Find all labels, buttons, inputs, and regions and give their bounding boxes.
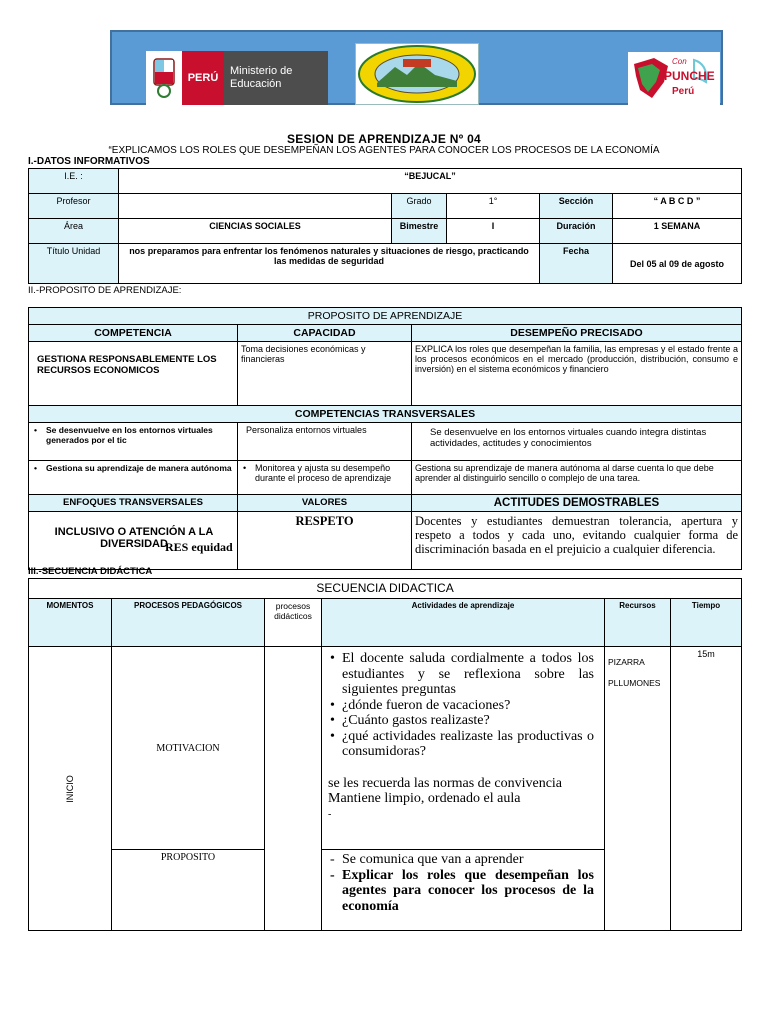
profesor-label: Profesor: [29, 194, 119, 219]
actividades-proposito-cell: [322, 850, 605, 931]
actividad-item: • ¿Cuánto gastos realizaste?: [328, 713, 594, 729]
col-valores: VALORES: [238, 495, 412, 512]
duracion-value: 1 SEMANA: [613, 219, 742, 244]
duracion-label: Duración: [540, 219, 613, 244]
col-enfoques: ENFOQUES TRANSVERSALES: [29, 495, 238, 512]
area-value: CIENCIAS SOCIALES: [119, 219, 392, 244]
actividad-item: • ¿dónde fueron de vacaciones?: [328, 698, 594, 714]
section-proposito: II.-PROPOSITO DE APRENDIZAJE:: [28, 285, 182, 296]
datos-table: [28, 168, 742, 284]
profesor-value: [119, 194, 392, 219]
secuencia-table: [28, 578, 742, 931]
recursos-cell: [605, 647, 671, 931]
t2-desempeno: Gestiona su aprendizaje de manera autónoma al darse cuenta lo que debe aprender al distinguirlo sencillo o complejo de una tarea.: [412, 461, 742, 495]
proposito-table: [28, 307, 742, 570]
recurso-pizarra: PIZARRA: [608, 657, 645, 667]
competencia-cell: GESTIONA RESPONSABLEMENTE LOS RECURSOS ECONOMICOS: [29, 342, 238, 406]
peru-label: PERÚ: [182, 51, 224, 105]
svg-text:Con: Con: [672, 57, 687, 66]
procesos-didacticos-cell: [265, 647, 322, 931]
t1-desempeno: Se desenvuelve en los entornos virtuales cuando integra distintas actividades, actitudes y conocimientos: [412, 423, 742, 461]
ministry-label: Ministerio de Educación: [224, 51, 328, 105]
svg-text:PUNCHE: PUNCHE: [664, 69, 715, 83]
peru-map-icon: [628, 52, 720, 105]
proceso-motivacion: MOTIVACION: [112, 647, 265, 850]
actividades-list: [328, 651, 594, 760]
proceso-proposito: PROPOSITO: [112, 850, 265, 931]
t1-competencia: • Se desenvuelve en los entornos virtuales generados por el tic: [32, 425, 234, 445]
svg-text:Perú: Perú: [672, 86, 695, 97]
proposito-item: - Se comunica que van a aprender: [328, 852, 594, 868]
t1-capacidad: Personaliza entornos virtuales: [238, 423, 412, 461]
bimestre-value: I: [447, 219, 540, 244]
transversales-header: COMPETENCIAS TRANSVERSALES: [29, 406, 742, 423]
session-title: SESION DE APRENDIZAJE Nº 04: [286, 132, 482, 146]
titulo-unidad-label: Título Unidad: [29, 244, 119, 284]
valor-cell: RESPETO: [238, 512, 412, 570]
con-punche-peru-logo: [628, 52, 720, 105]
enfoque-overlay-text: RES equidad: [165, 540, 233, 554]
tiempo-cell: 15m: [671, 647, 742, 931]
actividad-item: • ¿qué actividades realizaste las productivas o consumidoras?: [328, 729, 594, 760]
momento-label: INICIO: [64, 774, 75, 803]
t1-competencia-cell: [29, 423, 238, 461]
t2-competencia: • Gestiona su aprendizaje de manera autónoma: [32, 463, 234, 473]
actitud-cell: Docentes y estudiantes demuestran tolerancia, apertura y respeto a todos y cada uno, evitando cualquier forma de discriminación basada en el prejuicio a cualquier diferencia.: [412, 512, 742, 570]
col-competencia: COMPETENCIA: [29, 325, 238, 342]
t2-competencia-cell: [29, 461, 238, 495]
dash-text: -: [328, 808, 332, 820]
col-actividades: Actividades de aprendizaje: [322, 599, 605, 647]
fecha-value: Del 05 al 09 de agosto: [613, 244, 742, 284]
actividad-item: • El docente saluda cordialmente a todos los estudiantes y se reflexiona sobre las siguientes preguntas: [328, 651, 594, 698]
col-recursos: Recursos: [605, 599, 671, 647]
seccion-label: Sección: [540, 194, 613, 219]
bimestre-label: Bimestre: [392, 219, 447, 244]
grado-label: Grado: [392, 194, 447, 219]
col-actitudes: ACTITUDES DEMOSTRABLES: [412, 495, 742, 512]
session-subtitle: “EXPLICAMOS LOS ROLES QUE DESEMPEÑAN LOS AGENTES PARA CONOCER LOS PROCESOS DE LA ECONOMÍA: [108, 145, 660, 156]
momento-cell: [29, 647, 112, 931]
section-datos-informativos: I.-DATOS INFORMATIVOS: [28, 156, 150, 167]
capacidad-cell: Toma decisiones económicas y financieras: [238, 342, 412, 406]
enfoque-text: INCLUSIVO O ATENCIÓN A LA DIVERSIDAD: [54, 526, 214, 550]
col-capacidad: CAPACIDAD: [238, 325, 412, 342]
limpio-text: Mantiene limpio, ordenado el aula: [328, 791, 521, 806]
secuencia-header: SECUENCIA DIDACTICA: [29, 579, 742, 599]
actividades-motivacion-cell: [322, 647, 605, 850]
ugel-seal-icon: [357, 45, 477, 103]
ie-value: “BEJUCAL”: [119, 169, 742, 194]
titulo-unidad-value: nos preparamos para enfrentar los fenómenos naturales y situaciones de riesgo, practicando las medidas de seguridad: [119, 244, 540, 284]
area-label: Área: [29, 219, 119, 244]
ministerio-educacion-logo: [146, 51, 328, 105]
ugel-logo: [355, 43, 479, 105]
col-momentos: MOMENTOS: [29, 599, 112, 647]
t2-capacidad: • Monitorea y ajusta su desempeño durante el proceso de aprendizaje: [241, 463, 408, 483]
peru-coat-of-arms-icon: [150, 53, 178, 103]
proposito-list: [328, 852, 594, 914]
col-desempeno: DESEMPEÑO PRECISADO: [412, 325, 742, 342]
proposito-header: PROPOSITO DE APRENDIZAJE: [29, 308, 742, 325]
section-secuencia: III.-SECUENCIA DIDÁCTICA: [28, 566, 153, 577]
fecha-label: Fecha: [540, 244, 613, 284]
col-procesos: PROCESOS PEDAGÓGICOS: [112, 599, 265, 647]
desempeno-cell: EXPLICA los roles que desempeñan la familia, las empresas y el estado frente a los procesos económicos en el mercado (producción, distribución, consumo e inversión) en el sistema económicos y financiero: [412, 342, 742, 406]
normas-text: se les recuerda las normas de convivencia: [328, 775, 563, 791]
col-tiempo: Tiempo: [671, 599, 742, 647]
col-procesos-didacticos: procesos didácticos: [265, 599, 322, 647]
seccion-value: “ A B C D ”: [613, 194, 742, 219]
recurso-plumones: PLLUMONES: [608, 678, 661, 688]
proposito-item: - Explicar los roles que desempeñan los agentes para conocer los procesos de la economía: [328, 868, 594, 915]
grado-value: 1°: [447, 194, 540, 219]
ie-label: I.E. :: [29, 169, 119, 194]
t2-capacidad-cell: [238, 461, 412, 495]
enfoque-cell: [29, 512, 238, 570]
